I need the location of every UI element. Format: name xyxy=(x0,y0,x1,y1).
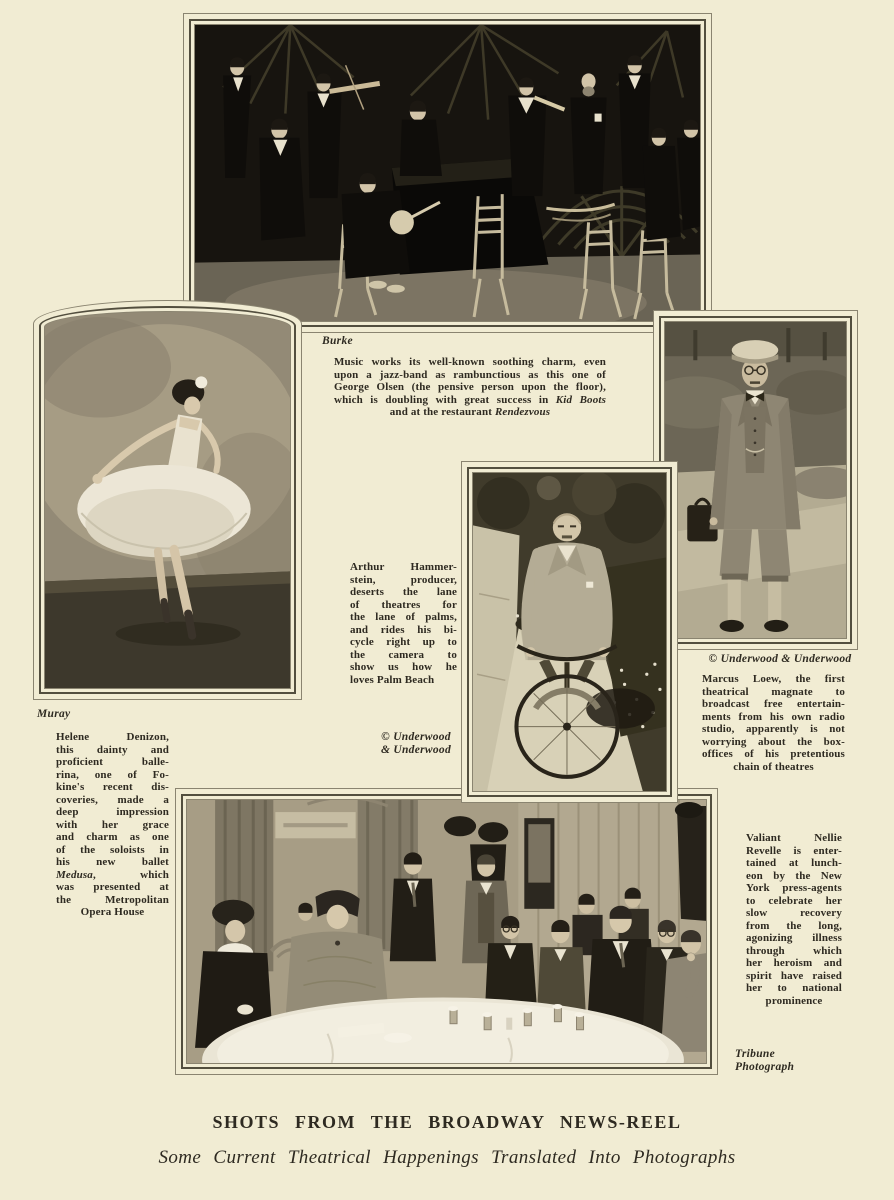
text-line: worrying about the box- xyxy=(702,735,845,748)
text-line: her heroism and xyxy=(746,957,842,969)
photo-credit-burke: Burke xyxy=(322,335,353,347)
jazz-band-photo xyxy=(183,13,712,333)
text-line: her to national xyxy=(746,982,842,994)
photo-credit-muray: Muray xyxy=(37,708,71,720)
text-line: and at the restaurant Rendezvous xyxy=(389,406,551,418)
text-line: spirit have raised xyxy=(746,969,842,982)
text-line: cycle right up to xyxy=(350,636,457,648)
text-line: with her grace xyxy=(56,818,169,831)
text-line: broadcast free entertain- xyxy=(702,698,845,710)
text-line: studio, apparently is not xyxy=(702,723,845,735)
photo-credit-tribune xyxy=(735,1048,825,1074)
marcus-loew-caption xyxy=(702,673,845,773)
text-line: ments from his own radio xyxy=(702,710,845,723)
bicycle-photo-image xyxy=(473,473,666,791)
text-line: upon a jazz-band as rambunctious as this one of xyxy=(334,368,606,381)
text-line: of the soloists in xyxy=(56,843,169,856)
text-line: of theatres for xyxy=(350,598,457,611)
text-line: Valiant Nellie xyxy=(746,832,842,844)
photo-image-area xyxy=(44,311,291,689)
text-line: rina, one of Fo- xyxy=(56,768,169,781)
text-line: through which xyxy=(746,944,842,957)
photo-image-area xyxy=(194,24,701,322)
text-line: prominence xyxy=(765,994,823,1007)
text-line: loves Palm Beach xyxy=(350,673,435,686)
photo-credit-underwood-bicycle xyxy=(370,731,462,757)
marcus-loew-photo xyxy=(653,310,858,650)
text-line: Photograph xyxy=(735,1061,795,1073)
bicycle-photo xyxy=(461,461,678,803)
text-line: chain of theatres xyxy=(733,760,814,773)
text-line: offices of his pretentious xyxy=(702,748,845,760)
text-line: was presented at xyxy=(56,881,169,893)
jazz-band-caption xyxy=(334,356,606,419)
text-line: stein, producer, xyxy=(350,573,457,586)
text-line: © Underwood xyxy=(381,731,451,743)
text-line: Marcus Loew, the first xyxy=(702,673,845,685)
text-line: York press-agents xyxy=(746,882,842,894)
text-line: his new ballet xyxy=(56,856,169,868)
text-line: Arthur Hammer- xyxy=(350,561,457,573)
jazz-band-photo-image xyxy=(195,25,700,321)
text-line: Music works its well-known soothing charm, even xyxy=(334,356,606,368)
text-line: Tribune xyxy=(735,1048,776,1060)
text-line: deserts the lane xyxy=(350,586,457,598)
text-line: and charm as one xyxy=(56,831,169,843)
text-line: the camera to xyxy=(350,648,457,661)
text-line: Medusa, which xyxy=(56,868,169,881)
text-line: theatrical magnate to xyxy=(702,685,845,698)
photo-frame xyxy=(659,316,852,644)
text-line: from the long, xyxy=(746,919,842,932)
text-line: Helene Denizon, xyxy=(56,731,169,743)
text-line: proficient balle- xyxy=(56,756,169,768)
arthur-hammerstein-caption xyxy=(350,561,457,686)
page-title: SHOTS FROM THE BROADWAY NEWS-REEL xyxy=(212,1112,682,1132)
luncheon-photo xyxy=(175,788,718,1075)
page-subtitle: Some Current Theatrical Happenings Translated Into Photographs xyxy=(158,1147,736,1168)
text-line: and rides his bi- xyxy=(350,623,457,636)
text-line: agonizing illness xyxy=(746,932,842,944)
text-line: kine's recent dis- xyxy=(56,781,169,793)
text-line: deep impression xyxy=(56,806,169,818)
nellie-revelle-caption xyxy=(746,832,842,1007)
luncheon-photo-image xyxy=(187,800,706,1063)
photo-frame xyxy=(39,306,296,694)
ballerina-photo-image xyxy=(45,312,290,688)
marcus-loew-photo-image xyxy=(665,322,846,638)
text-line: Revelle is enter- xyxy=(746,844,842,857)
text-line: tained at lunch- xyxy=(746,857,842,869)
photo-image-area xyxy=(472,472,667,792)
text-line: the Metropolitan xyxy=(56,893,169,906)
text-line: to celebrate her xyxy=(746,894,842,907)
helene-denizon-caption xyxy=(56,731,169,919)
text-line: eon by the New xyxy=(746,869,842,882)
photo-image-area xyxy=(664,321,847,639)
photo-frame xyxy=(181,794,712,1069)
text-line: show us how he xyxy=(350,661,457,673)
text-line: which is doubling with great success in Kid Boots xyxy=(334,393,606,406)
photo-image-area xyxy=(186,799,707,1064)
text-line: the lane of palms, xyxy=(350,611,457,623)
ballerina-photo xyxy=(33,300,302,700)
photo-frame xyxy=(189,19,706,327)
text-line: this dainty and xyxy=(56,743,169,756)
photo-frame xyxy=(467,467,672,797)
text-line: slow recovery xyxy=(746,907,842,919)
text-line: George Olsen (the pensive person upon the floor), xyxy=(334,381,606,393)
photo-credit-underwood-marcus: © Underwood & Underwood xyxy=(708,653,852,665)
text-line: coveries, made a xyxy=(56,793,169,806)
text-line: Opera House xyxy=(80,906,145,918)
text-line: & Underwood xyxy=(380,744,452,756)
